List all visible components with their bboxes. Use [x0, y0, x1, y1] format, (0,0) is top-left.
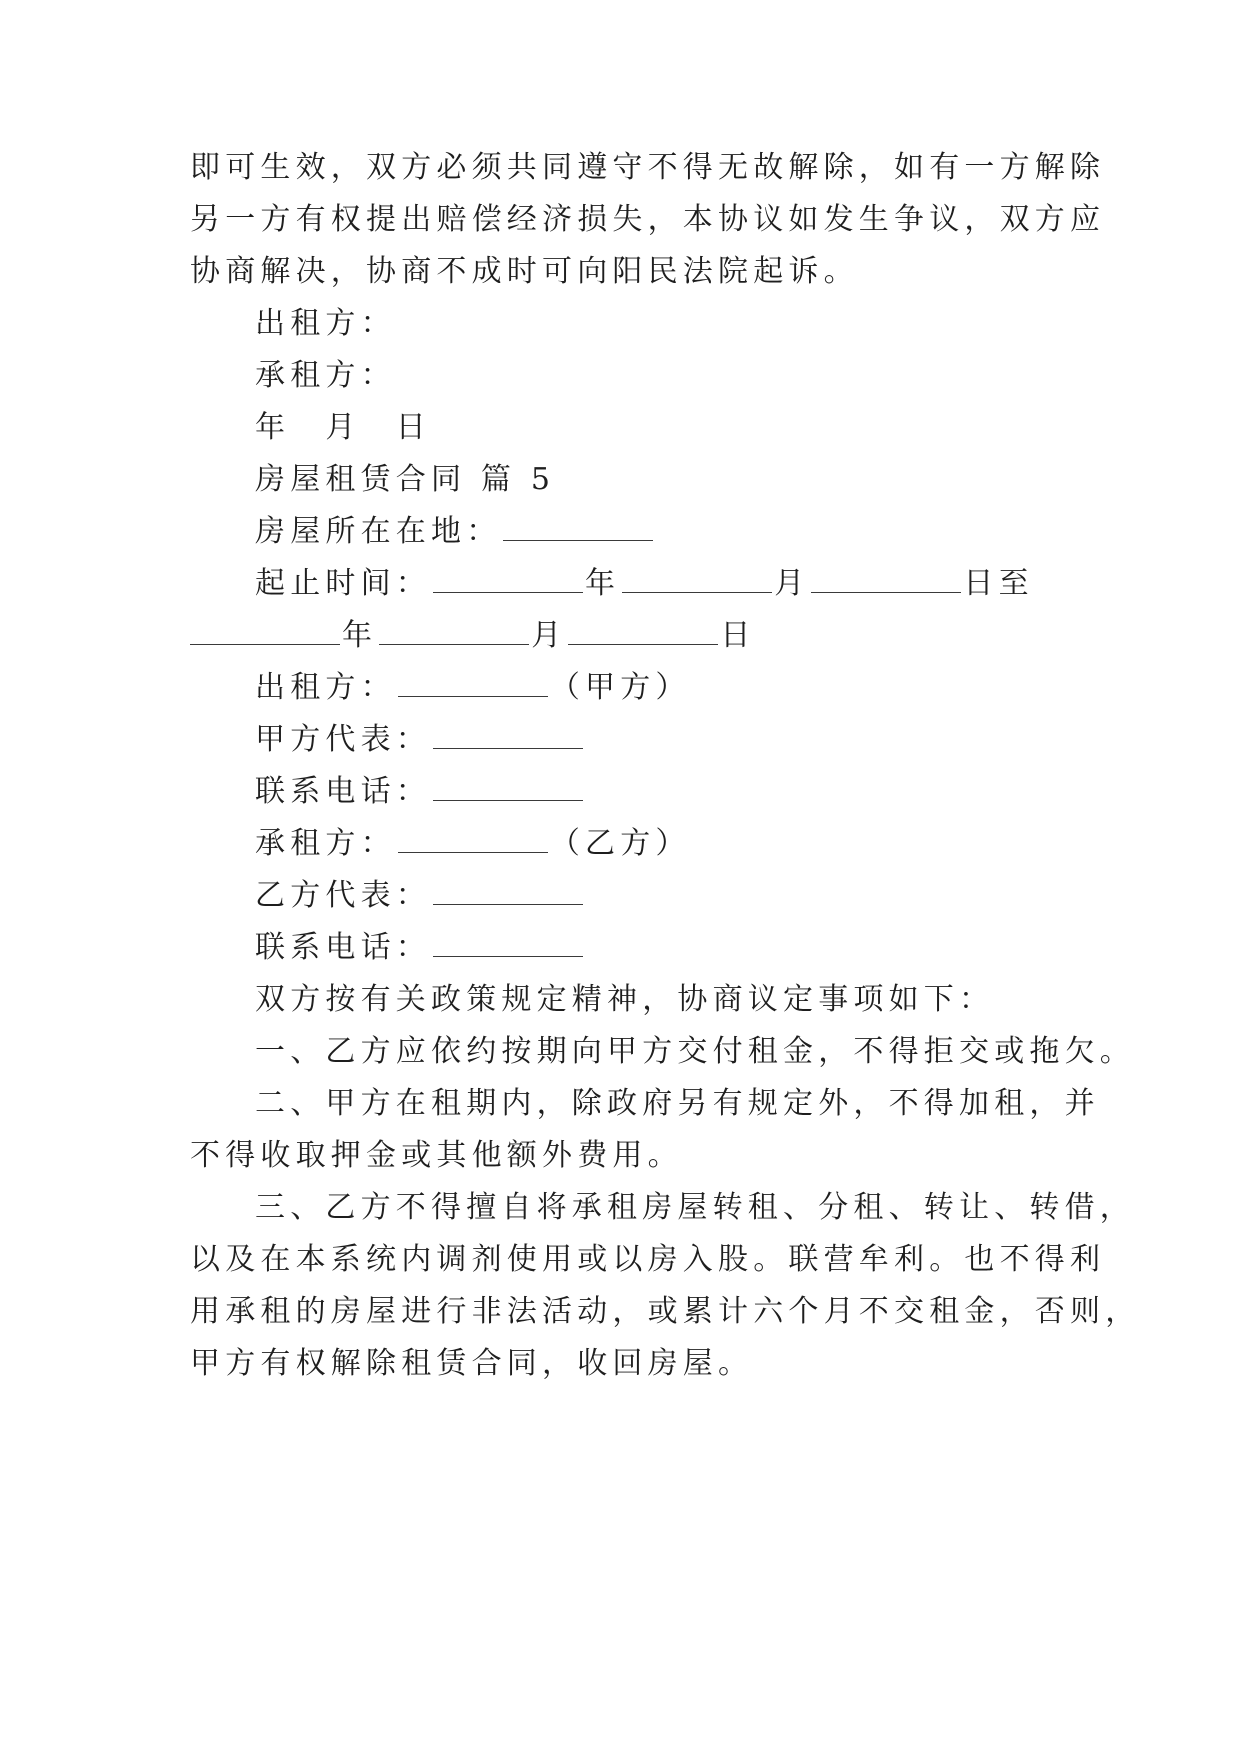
rep-b-field: [255, 876, 585, 916]
rep-a-label: 甲方代表：: [255, 722, 431, 757]
period-label: 起止时间：: [255, 566, 431, 601]
rep-b-label: 乙方代表：: [255, 878, 431, 913]
end-month-blank: [379, 620, 529, 645]
contract-title: 房屋租赁合同 篇 5: [255, 462, 556, 497]
month-text: 月: [774, 566, 810, 601]
paragraph-line: 即可生效，双方必须共同遵守不得无故解除，如有一方解除: [190, 150, 1106, 185]
location-field: [255, 512, 655, 552]
signature-date: 年 月 日: [255, 410, 431, 445]
period-field: [255, 564, 1034, 604]
lessee-field: [255, 824, 691, 864]
phone-b-blank: [433, 932, 583, 957]
signature-lessor: 出租方：: [255, 306, 396, 341]
paragraph-line: 另一方有权提出赔偿经济损失，本协议如发生争议，双方应: [190, 202, 1106, 237]
clause-2-line: 不得收取押金或其他额外费用。: [190, 1138, 683, 1173]
phone-a-blank: [433, 776, 583, 801]
rep-a-field: [255, 720, 585, 760]
phone-b-field: [255, 928, 585, 968]
start-month-blank: [622, 568, 772, 593]
party-a-text: （甲方）: [549, 670, 691, 705]
signature-lessee: 承租方：: [255, 358, 396, 393]
lessor-field: [255, 668, 691, 708]
end-day-blank: [568, 620, 718, 645]
period-field-end: [190, 616, 756, 656]
day-to-text: 日至: [963, 566, 1034, 601]
month-text: 月: [531, 618, 567, 653]
intro-text: 双方按有关政策规定精神，协商议定事项如下：: [255, 982, 995, 1017]
clause-3-line: 甲方有权解除租赁合同，收回房屋。: [190, 1346, 754, 1381]
location-label: 房屋所在在地：: [255, 514, 502, 549]
party-b-text: （乙方）: [549, 826, 691, 861]
clause-3-line: 三、乙方不得擅自将承租房屋转租、分租、转让、转借，: [255, 1190, 1135, 1225]
clause-2-line: 二、甲方在租期内，除政府另有规定外，不得加租，并: [255, 1086, 1100, 1121]
year-text: 年: [585, 566, 621, 601]
lessor-blank: [398, 672, 548, 697]
phone-a-field: [255, 772, 585, 812]
phone-b-label: 联系电话：: [255, 930, 431, 965]
end-year-blank: [190, 620, 340, 645]
rep-a-blank: [433, 724, 583, 749]
start-year-blank: [433, 568, 583, 593]
year-text: 年: [342, 618, 378, 653]
paragraph-line: 协商解决，协商不成时可向阳民法院起诉。: [190, 254, 859, 289]
clause-3-line: 用承租的房屋进行非法活动，或累计六个月不交租金，否则，: [190, 1294, 1141, 1329]
location-blank: [503, 516, 653, 541]
clause-1: 一、乙方应依约按期向甲方交付租金，不得拒交或拖欠。: [255, 1034, 1135, 1069]
lessee-blank: [398, 828, 548, 853]
day-text: 日: [720, 618, 756, 653]
lessor-label: 出租方：: [255, 670, 396, 705]
start-day-blank: [811, 568, 961, 593]
clause-3-line: 以及在本系统内调剂使用或以房入股。联营牟利。也不得利: [190, 1242, 1106, 1277]
rep-b-blank: [433, 880, 583, 905]
lessee-label: 承租方：: [255, 826, 396, 861]
phone-a-label: 联系电话：: [255, 774, 431, 809]
